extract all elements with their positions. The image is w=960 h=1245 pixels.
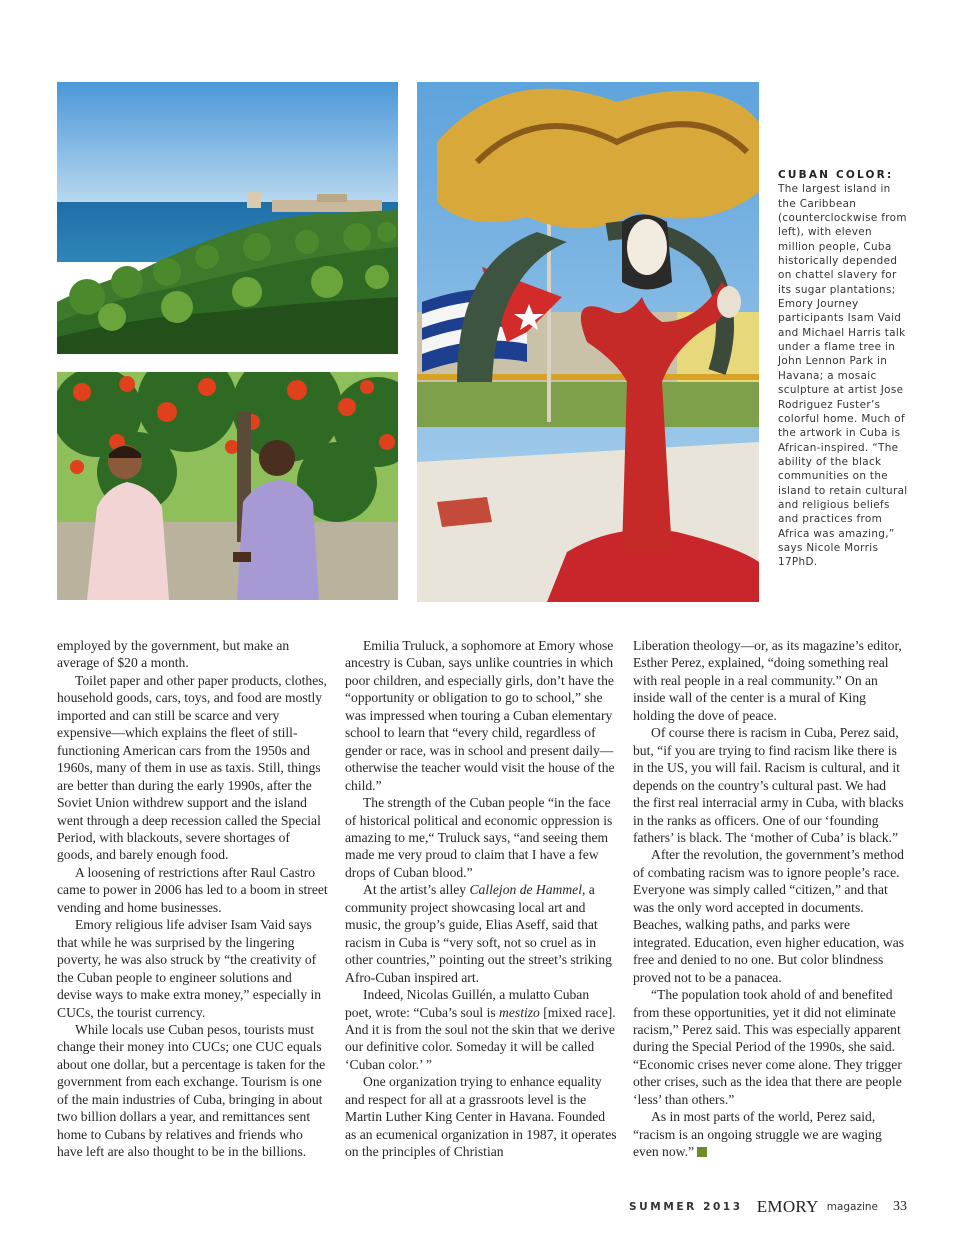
issue-date: SUMMER 2013 xyxy=(628,1201,743,1213)
paragraph: “The population took ahold of and benefited from these opportunities, yet it did not eliminate racism,” Perez said. This was especially apparent during the Special Period of the 1990s, she said. “Economic crises never come alone. They trigger other crises, such as the idea that there are people ‘less’ than others.” xyxy=(633,987,902,1107)
article-column-2 xyxy=(345,637,617,1161)
paragraph: One organization trying to enhance equality and respect for all at a grassroots level is the Martin Luther King Center in Havana. Founded as an ecumenical organization in 1987, it operates on the principles of Christian xyxy=(345,1074,617,1160)
caption-body: The largest island in the Caribbean (counterclockwise from left), with eleven million people, Cuba historically depended on chattel slavery for its sugar plantations; Emory Journey participants Isam Vaid and Michael Harris talk under a flame tree in John Lennon Park in Havana; a mosaic sculpture at artist Jose Rodriguez Fuster’s colorful home. Much of the artwork in Cuba is African-inspired. “The ability of the black communities on the island to retain cultural and religious beliefs and practices from Africa was amazing,” says Nicole Morris 17PhD. xyxy=(778,183,908,569)
paragraph xyxy=(345,881,617,986)
caption-heading: CUBAN COLOR: xyxy=(778,169,894,181)
magazine-word: magazine xyxy=(826,1201,878,1213)
paragraph: Liberation theology—or, as its magazine’s editor, Esther Perez, explained, “doing something real with real people in a real community.” On an inside wall of the center is a mural of King holding the dove of peace. xyxy=(633,638,902,723)
paragraph: A loosening of restrictions after Raul Castro came to power in 2006 has led to a boom in street vending and home businesses. xyxy=(57,864,328,915)
text-run: [mixed race]. And it is from the soul not the skin that we derive our definitive color. Someday it will be called ‘Cuban color.’ ” xyxy=(345,1004,616,1072)
magazine-logo: EMORY xyxy=(756,1197,819,1216)
paragraph xyxy=(345,986,617,1073)
page-number: 33 xyxy=(893,1199,907,1214)
text-run: Indeed, Nicolas Guillén, a mulatto Cuban poet, wrote: “Cuba’s soul is xyxy=(345,987,590,1020)
text-run: , a community project showcasing local art and music, the group’s guide, Elias Aseff, said that racism in Cuba is “very soft, not so cruel as in other countries,” pointing out the street’s striking Afro-Cuban inspired art. xyxy=(345,882,612,985)
text-run: As in most parts of the world, Perez said, “racism is an ongoing struggle we are waging even now.” xyxy=(633,1109,882,1160)
paragraph: Emilia Truluck, a sophomore at Emory whose ancestry is Cuban, says unlike countries in which poor children, and especially girls, don’t have the “opportunity or obligation to go to school,” she was impressed when touring a Cuban elementary school to learn that “every child, regardless of gender or race, was in school and present daily—otherwise the teacher would visit the house of the child.” xyxy=(345,638,615,793)
end-of-article-mark xyxy=(697,1147,707,1157)
paragraph: employed by the government, but make an average of $20 a month. xyxy=(57,638,290,671)
paragraph: The strength of the Cuban people “in the face of historical political and economic oppression is amazing to me,“ Truluck says, “and seeing them made me very proud to claim that I have a few drops of Cuban blood.” xyxy=(345,795,613,880)
photo-havana-coastline xyxy=(57,82,398,354)
paragraph: Emory religious life adviser Isam Vaid says that while he was surprised by the lingering poverty, he was also struck by “the creativity of the Cuban people to engineer solutions and devise ways to make extra money,” especially in CUCs, the tourist currency. xyxy=(57,917,322,1020)
paragraph: Of course there is racism in Cuba, Perez said, but, “if you are trying to find racism like there is in the US, you will fail. Racism is cultural, and it depends on the country’s cultural past. We had the first real interracial army in Cuba, with blacks in the ranks as officers. One of our ‘founding fathers’ is black. The ‘mother of Cuba’ is black.” xyxy=(633,725,904,845)
italic-place-name: Callejon de Hammel xyxy=(469,882,582,898)
photo-flame-tree-park xyxy=(57,372,398,600)
paragraph: Toilet paper and other paper products, clothes, household goods, cars, toys, and food are mostly imported and can still be scarce and very expensive—which explains the fleet of still-functioning American cars from the 1950s and 1960s, many of them in use as taxis. Still, things are better than during the early 1990s, after the Soviet Union withdrew support and the island went through a deep recession called the Special Period, with blackouts, severe shortages of goods, and barely enough food. xyxy=(57,672,327,863)
page-footer xyxy=(628,1195,907,1219)
italic-term: mestizo xyxy=(499,1004,540,1020)
photo-caption xyxy=(778,168,910,570)
paragraph: After the revolution, the government’s method of combating racism was to ignore people’s race. Everyone was simply called “citizen,” and that was the only word accepted in documents. Beaches, walking paths, and parks were integrated. Education, even higher education, was free and denied to no one. But color blindness proved not to be a panacea. xyxy=(633,847,905,985)
article-column-1 xyxy=(57,637,329,1161)
article-column-3 xyxy=(633,637,905,1161)
paragraph: While locals use Cuban pesos, tourists must change their money into CUCs; one CUC equals about one dollar, but a percentage is taken for the government from each exchange. Tourism is one of the main industries of Cuba, bringing in about two billion dollars a year, and remittances sent home to Cubans by relatives and friends who have left are also thought to be in the billions. xyxy=(57,1021,326,1160)
photo-mosaic-sculpture xyxy=(417,82,759,602)
text-run: At the artist’s alley xyxy=(363,882,470,898)
paragraph xyxy=(633,1108,905,1160)
